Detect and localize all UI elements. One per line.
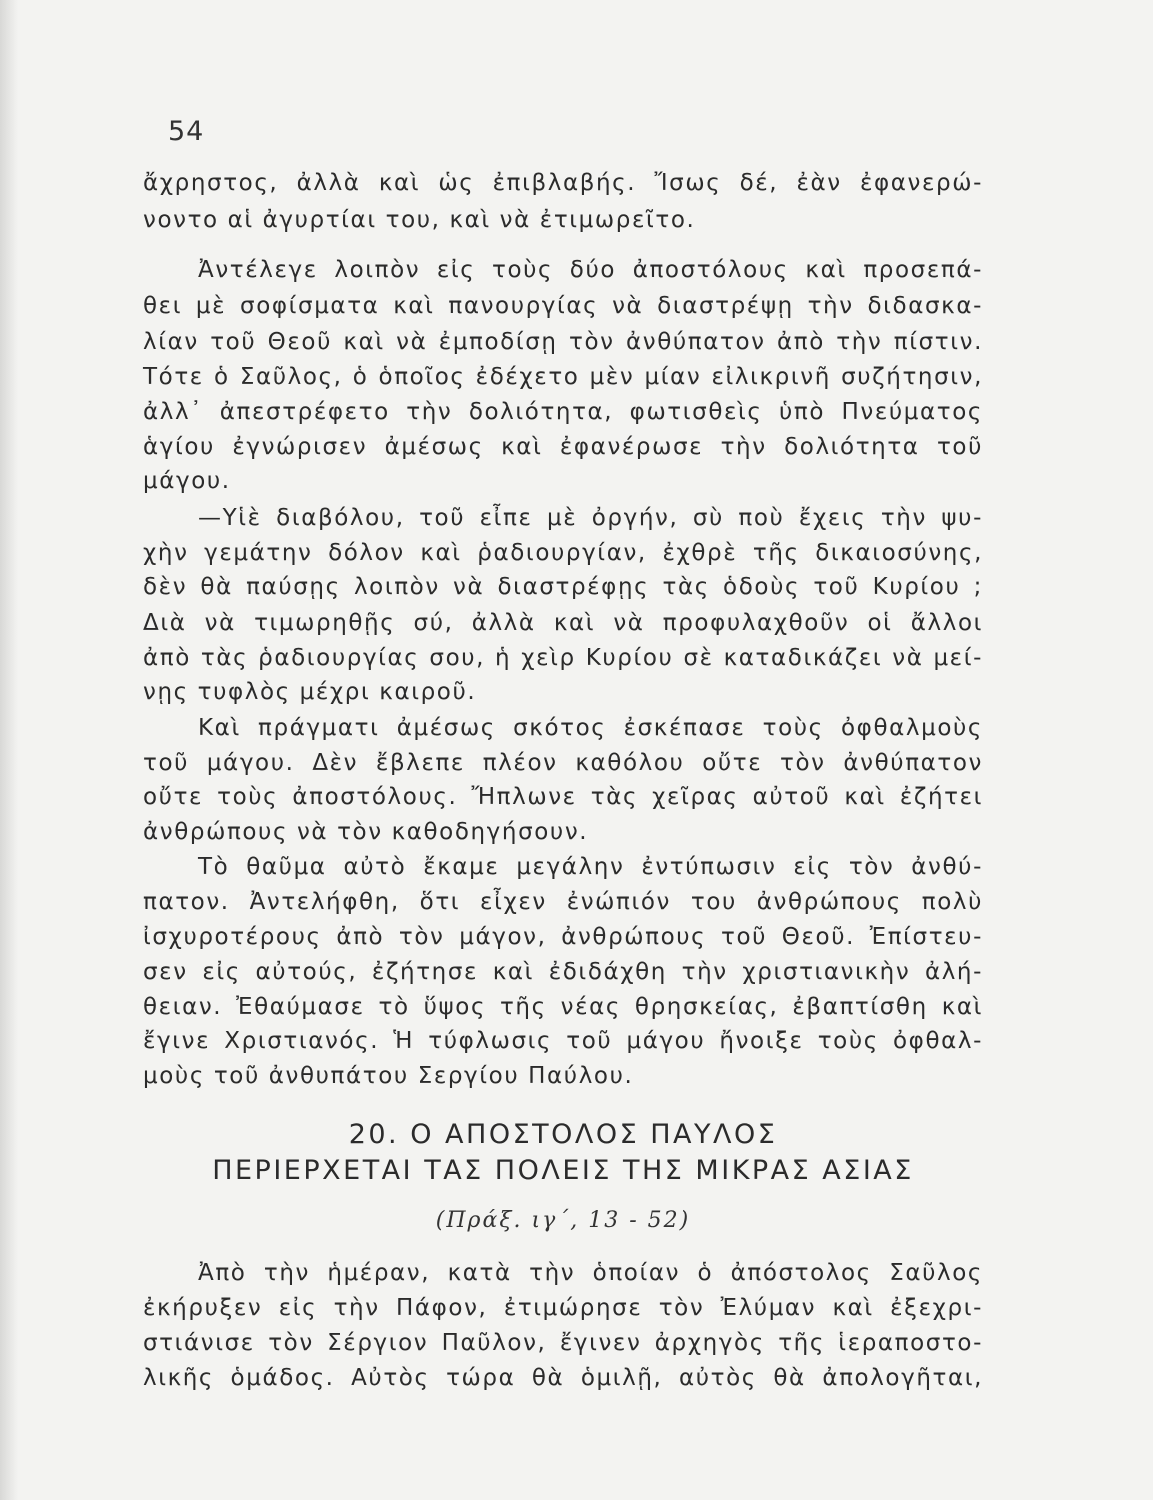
text-line: Τότε ὁ Σαῦλος, ὁ ὁποῖος ἐδέχετο μὲν μίαν εἰλικρινῆ συζήτησιν, — [143, 364, 983, 390]
section-heading-line-2: ΠΕΡΙΕΡΧΕΤΑΙ ΤΑΣ ΠΟΛΕΙΣ ΤΗΣ ΜΙΚΡΑΣ ΑΣΙΑΣ — [212, 1155, 914, 1186]
text-line: ἔγινε Χριστιανός. Ἡ τύφλωσις τοῦ μάγου ἤνοιξε τοὺς ὀφθαλ- — [143, 1028, 983, 1054]
text-line: —Υἱὲ διαβόλου, τοῦ εἶπε μὲ ὀργήν, σὺ ποὺ ἔχεις τὴν ψυ- — [198, 505, 983, 531]
text-line: Τὸ θαῦμα αὐτὸ ἔκαμε μεγάλην ἐντύπωσιν εἰς τὸν ἀνθύ- — [198, 854, 983, 880]
text-line: ἐκήρυξεν εἰς τὴν Πάφον, ἐτιμώρησε τὸν Ἐλύμαν καὶ ἐξεχρι- — [143, 1295, 983, 1321]
text-line: νῃς τυφλὸς μέχρι καιροῦ. — [143, 679, 477, 705]
text-line: ἀπὸ τὰς ῥαδιουργίας σου, ἡ χεὶρ Κυρίου σὲ καταδικάζει νὰ μεί- — [143, 645, 983, 671]
text-line: νοντο αἱ ἀγυρτίαι του, καὶ νὰ ἐτιμωρεῖτο. — [143, 207, 696, 233]
text-line: ἀλλ᾿ ἀπεστρέφετο τὴν δολιότητα, φωτισθεὶς ὑπὸ Πνεύματος — [143, 399, 983, 425]
text-line: ἀνθρώπους νὰ τὸν καθοδηγήσουν. — [143, 819, 589, 845]
text-line: ἁγίου ἐγνώρισεν ἀμέσως καὶ ἐφανέρωσε τὴν δολιότητα τοῦ — [143, 434, 983, 460]
text-line: δὲν θὰ παύσῃς λοιπὸν νὰ διαστρέφῃς τὰς ὁδοὺς τοῦ Κυρίου ; — [143, 574, 983, 600]
text-line: πατον. Ἀντελήφθη, ὅτι εἶχεν ἐνώπιόν του ἀνθρώπους πολὺ — [143, 889, 983, 915]
text-line: ἰσχυροτέρους ἀπὸ τὸν μάγον, ἀνθρώπους τοῦ Θεοῦ. Ἐπίστευ- — [143, 924, 983, 950]
text-line: μοὺς τοῦ ἀνθυπάτου Σεργίου Παύλου. — [143, 1063, 634, 1089]
text-line: οὔτε τοὺς ἀποστόλους. Ἤπλωνε τὰς χεῖρας αὐτοῦ καὶ ἐζήτει — [143, 784, 983, 810]
text-line: τοῦ μάγου. Δὲν ἔβλεπε πλέον καθόλου οὔτε τὸν ἀνθύπατον — [143, 750, 983, 776]
text-line: λικῆς ὁμάδος. Αὐτὸς τώρα θὰ ὁμιλῇ, αὐτὸς θὰ ἀπολογῆται, — [143, 1365, 983, 1391]
text-line: Καὶ πράγματι ἀμέσως σκότος ἐσκέπασε τοὺς ὀφθαλμοὺς — [198, 715, 983, 741]
text-line: Ἀπὸ τὴν ἡμέραν, κατὰ τὴν ὁποίαν ὁ ἀπόστολος Σαῦλος — [198, 1260, 983, 1286]
text-line: χὴν γεμάτην δόλον καὶ ῥαδιουργίαν, ἐχθρὲ τῆς δικαιοσύνης, — [143, 540, 983, 566]
text-line: λίαν τοῦ Θεοῦ καὶ νὰ ἐμποδίσῃ τὸν ἀνθύπατον ἀπὸ τὴν πίστιν. — [143, 329, 983, 355]
page-edge-shadow — [0, 0, 18, 1500]
text-line: Ἀντέλεγε λοιπὸν εἰς τοὺς δύο ἀποστόλους καὶ προσεπά- — [198, 257, 983, 283]
text-line: θει μὲ σοφίσματα καὶ πανουργίας νὰ διαστρέψῃ τὴν διδασκα- — [143, 293, 983, 319]
text-line: σεν εἰς αὐτούς, ἐζήτησε καὶ ἐδιδάχθη τὴν χριστιανικὴν ἀλή- — [143, 959, 983, 985]
text-line: στιάνισε τὸν Σέργιον Παῦλον, ἔγινεν ἀρχηγὸς τῆς ἱεραποστο- — [143, 1330, 983, 1356]
text-line: θειαν. Ἐθαύμασε τὸ ὕψος τῆς νέας θρησκείας, ἐβαπτίσθη καὶ — [143, 994, 983, 1020]
page-number: 54 — [168, 116, 205, 147]
text-line: μάγου. — [143, 468, 231, 494]
section-heading-line-1: 20. Ο ΑΠΟΣΤΟΛΟΣ ΠΑΥΛΟΣ — [348, 1119, 778, 1150]
text-line: ἄχρηστος, ἀλλὰ καὶ ὡς ἐπιβλαβής. Ἴσως δέ, ἐὰν ἐφανερώ- — [143, 170, 983, 196]
scripture-reference: (Πράξ. ιγ΄, 13 - 52) — [435, 1208, 691, 1233]
text-line: Διὰ νὰ τιμωρηθῇς σύ, ἀλλὰ καὶ νὰ προφυλαχθοῦν οἱ ἄλλοι — [143, 610, 983, 636]
